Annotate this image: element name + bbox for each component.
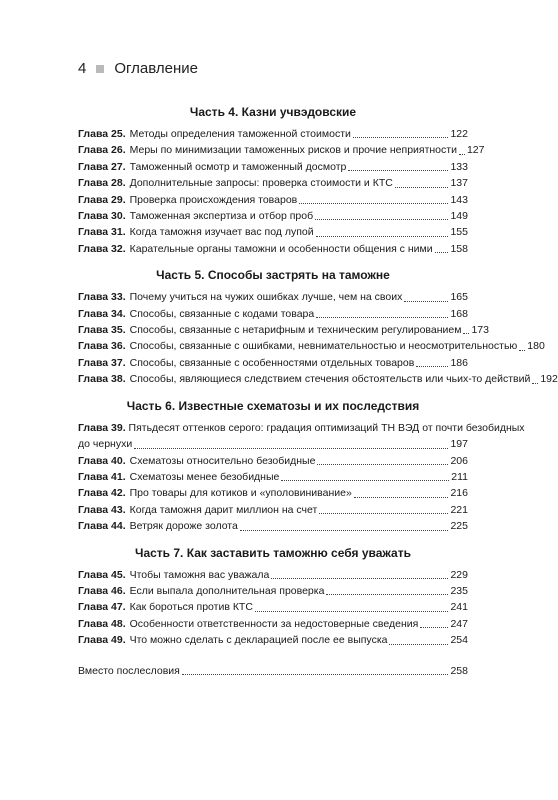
chapter-title: Дополнительные запросы: проверка стоимости и КТС	[129, 177, 393, 190]
chapter-title: Способы, связанные с ошибками, невнимательностью и неосмотрительностью	[129, 340, 518, 353]
dot-leader	[463, 333, 469, 334]
page-ref: 192	[540, 373, 558, 386]
toc-entry	[78, 453, 468, 469]
dot-leader	[255, 611, 449, 612]
dot-leader	[326, 594, 448, 595]
chapter-title: Способы, связанные с нетарифным и техническим регулированием	[129, 324, 462, 337]
toc-entry	[78, 616, 468, 632]
chapter-number: Глава 36.	[78, 340, 126, 353]
section-title: Оглавление	[114, 60, 198, 77]
toc-entry-afterword	[78, 663, 468, 679]
chapter-number: Глава 25.	[78, 128, 126, 140]
entry-list	[78, 453, 468, 535]
chapter-number: Глава 32.	[78, 242, 126, 255]
part-title: Часть 5. Способы застрять на таможне	[156, 268, 390, 283]
toc-entry	[78, 469, 468, 485]
toc-entry	[78, 485, 468, 501]
chapter-title-line2: до чернухи	[78, 438, 133, 451]
chapter-title: Схематозы относительно безобидные	[129, 454, 316, 467]
chapter-title: Если выпала дополнительная проверка	[129, 584, 325, 597]
page-ref: 254	[450, 634, 468, 647]
page-ref: 168	[450, 307, 468, 320]
table-of-contents	[78, 104, 558, 679]
dot-leader	[395, 187, 449, 188]
toc-entry	[78, 208, 468, 224]
chapter-number: Глава 28.	[78, 177, 126, 190]
chapter-title: Методы определения таможенной стоимости	[129, 128, 351, 140]
chapter-number: Глава 49.	[78, 634, 126, 647]
dot-leader	[353, 137, 449, 138]
dot-leader	[319, 513, 448, 514]
dot-leader	[134, 448, 448, 449]
dot-leader	[435, 252, 449, 253]
toc-entry	[78, 355, 468, 371]
page-ref: 165	[450, 291, 468, 304]
chapter-number: Глава 43.	[78, 503, 126, 516]
afterword-title: Вместо послесловия	[78, 664, 180, 677]
page-ref: 133	[450, 160, 468, 173]
chapter-number: Глава 34.	[78, 307, 126, 320]
dot-leader	[299, 203, 448, 204]
toc-entry	[78, 322, 489, 338]
page-ref: 173	[471, 324, 489, 337]
chapter-number: Глава 39.	[78, 421, 126, 434]
toc-entry	[78, 599, 468, 615]
chapter-title: Таможенная экспертиза и отбор проб	[129, 210, 314, 223]
page-ref: 235	[450, 584, 468, 597]
dot-leader	[459, 154, 465, 155]
dot-leader	[420, 627, 448, 628]
page-ref: 216	[450, 487, 468, 500]
chapter-title: Что можно сделать с декларацией после ее выпуска	[129, 634, 388, 647]
part-6	[78, 398, 525, 535]
toc-entry	[78, 192, 468, 208]
chapter-title: Меры по минимизации таможенных рисков и прочие неприятности	[129, 144, 457, 157]
page-ref: 247	[450, 617, 468, 630]
page-header	[78, 60, 198, 77]
dot-leader	[182, 674, 449, 675]
chapter-title: Почему учиться на чужих ошибках лучше, чем на своих	[129, 291, 403, 304]
header-square-icon	[96, 65, 104, 73]
page-ref: 137	[450, 177, 468, 190]
toc-entry	[78, 126, 468, 142]
chapter-number: Глава 30.	[78, 210, 126, 223]
chapter-number: Глава 29.	[78, 193, 126, 206]
chapter-number: Глава 38.	[78, 373, 126, 386]
chapter-title: Способы, связанные с особенностями отдельных товаров	[129, 356, 415, 369]
toc-entry	[78, 502, 468, 518]
toc-entry	[78, 289, 468, 305]
toc-entry	[78, 632, 468, 648]
dot-leader	[416, 366, 448, 367]
dot-leader	[317, 464, 448, 465]
chapter-number: Глава 47.	[78, 601, 126, 614]
part-4	[78, 104, 485, 257]
entry-list	[78, 289, 558, 387]
page-ref: 211	[451, 470, 468, 483]
chapter-title: Ветряк дороже золота	[129, 520, 238, 533]
page-ref: 149	[450, 210, 468, 223]
page-number: 4	[78, 60, 87, 77]
page-ref: 180	[527, 340, 545, 353]
chapter-number: Глава 26.	[78, 144, 126, 157]
chapter-title: Способы, связанные с кодами товара	[129, 307, 315, 320]
page-ref: 127	[466, 144, 485, 157]
toc-entry	[78, 583, 468, 599]
chapter-title: Схематозы менее безобидные	[129, 470, 280, 483]
entry-list	[78, 567, 468, 649]
chapter-number: Глава 45.	[78, 568, 126, 581]
toc-entry-wrapped	[78, 420, 525, 453]
page-ref: 229	[450, 568, 468, 581]
dot-leader	[354, 497, 449, 498]
dot-leader	[316, 317, 448, 318]
chapter-number: Глава 33.	[78, 291, 126, 304]
chapter-number: Глава 44.	[78, 520, 126, 533]
chapter-title: Про товары для котиков и «уполовинивание»	[129, 487, 352, 500]
dot-leader	[281, 480, 449, 481]
toc-entry	[78, 175, 468, 191]
chapter-title: Как бороться против КТС	[129, 601, 253, 614]
chapter-number: Глава 31.	[78, 226, 126, 239]
chapter-title: Когда таможня дарит миллион на счет	[129, 503, 318, 516]
toc-entry	[78, 518, 468, 534]
chapter-title: Карательные органы таможни и особенности общения с ними	[129, 242, 433, 255]
part-title: Часть 7. Как заставить таможню себя уважать	[135, 545, 411, 560]
dot-leader	[316, 236, 449, 237]
chapter-number: Глава 37.	[78, 356, 126, 369]
toc-entry	[78, 338, 545, 354]
chapter-number: Глава 46.	[78, 584, 126, 597]
dot-leader	[348, 170, 448, 171]
page-ref: 206	[450, 454, 468, 467]
part-title: Часть 4. Казни учвэдовские	[189, 105, 357, 119]
chapter-number: Глава 27.	[78, 160, 126, 173]
part-title: Часть 6. Известные схематозы и их последствия	[126, 398, 420, 413]
chapter-number: Глава 48.	[78, 617, 126, 630]
dot-leader	[271, 578, 448, 579]
dot-leader	[389, 644, 448, 645]
page-ref: 258	[450, 664, 468, 677]
page-ref: 158	[450, 242, 468, 255]
toc-entry	[78, 224, 468, 240]
page-ref: 155	[450, 226, 468, 239]
part-7	[78, 545, 468, 649]
dot-leader	[532, 383, 538, 384]
chapter-title: Проверка происхождения товаров	[129, 193, 298, 206]
dot-leader	[404, 301, 448, 302]
entry-list	[78, 126, 485, 257]
chapter-title-line1: Пятьдесят оттенков серого: градация оптимизаций ТН ВЭД от почти безобидных	[128, 421, 525, 434]
chapter-title: Чтобы таможня вас уважала	[129, 568, 270, 581]
page-ref: 221	[450, 503, 468, 516]
chapter-number: Глава 42.	[78, 487, 126, 500]
page-ref: 197	[450, 438, 468, 451]
toc-entry	[78, 241, 468, 257]
page-ref: 122	[450, 128, 468, 140]
chapter-title: Особенности ответственности за недостоверные сведения	[129, 617, 419, 630]
part-5	[78, 267, 558, 387]
toc-entry	[78, 142, 485, 158]
chapter-title: Когда таможня изучает вас под лупой	[129, 226, 314, 239]
page-ref: 186	[450, 356, 468, 369]
page-ref: 143	[450, 193, 468, 206]
chapter-number: Глава 41.	[78, 470, 126, 483]
chapter-title: Способы, являющиеся следствием стечения обстоятельств или чьих-то действий	[129, 373, 531, 386]
toc-entry	[78, 159, 468, 175]
page-ref: 225	[450, 520, 468, 533]
dot-leader	[315, 219, 448, 220]
dot-leader	[519, 350, 525, 351]
toc-entry	[78, 371, 558, 387]
chapter-title: Таможенный осмотр и таможенный досмотр	[129, 160, 347, 173]
chapter-number: Глава 35.	[78, 324, 126, 337]
dot-leader	[240, 530, 449, 531]
page-ref: 241	[450, 601, 468, 614]
toc-entry	[78, 306, 468, 322]
chapter-number: Глава 40.	[78, 454, 126, 467]
toc-entry	[78, 567, 468, 583]
